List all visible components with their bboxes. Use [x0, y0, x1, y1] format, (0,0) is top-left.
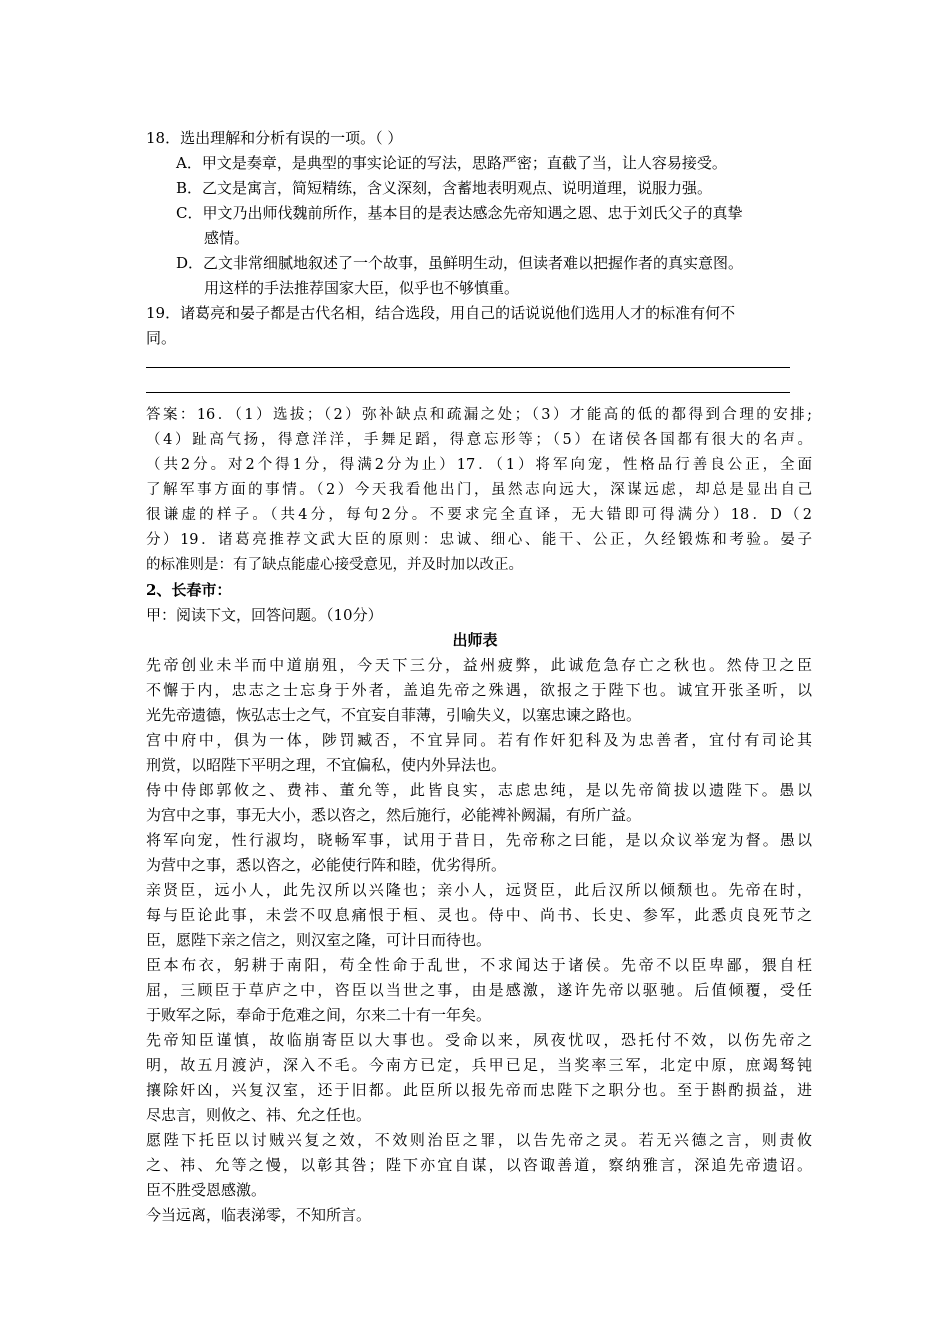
answer-line-text: （共2分。对2个得1分，得满2分为止）17．（1）将军向宠，性格品行善良公正，全面 — [146, 457, 812, 473]
passage-line: 臣，愿陛下亲之信之，则汉室之隆，可计日而待也。 — [146, 931, 492, 949]
answer-line-text: 了解军事方面的事情。（2）今天我看他出门，虽然志向远大，深谋远虑，却总是显出自己 — [146, 482, 812, 498]
passage-line: 攘除奸凶，兴复汉室，还于旧都。此臣所以报先帝而忠陛下之职分也。至于斟酌损益，进 — [146, 1081, 812, 1099]
question-18-option-c-cont: 感情。 — [204, 229, 250, 247]
passage-line: 为宫中之事，事无大小，悉以咨之，然后施行，必能裨补阙漏，有所广益。 — [146, 806, 642, 824]
answer-line-text: 分）19．诸葛亮推荐文武大臣的原则：忠诚、细心、能干、公正，久经锻炼和考验。晏子 — [146, 532, 812, 548]
question-18-option-c: C．甲文乃出师伐魏前所作，基本目的是表达感念先帝知遇之恩、忠于刘氏父子的真挚 — [176, 204, 743, 222]
passage-line: 之、祎、允等之慢，以彰其咎；陛下亦宜自谋，以咨诹善道，察纳雅言，深追先帝遗诏。 — [146, 1156, 812, 1174]
passage-line: 愿陛下托臣以讨贼兴复之效，不效则治臣之罪，以告先帝之灵。若无兴德之言，则责攸 — [146, 1131, 812, 1149]
passage-line: 将军向宠，性行淑均，晓畅军事，试用于昔日，先帝称之曰能，是以众议举宠为督。愚以 — [146, 831, 812, 849]
question-18-stem: 18．选出理解和分析有误的一项。（ ） — [146, 129, 403, 147]
answer-line-text: 答案：16．（1）选拔；（2）弥补缺点和疏漏之处；（3）才能高的低的都得到合理的安排; — [146, 407, 812, 423]
passage-line: 明，故五月渡泸，深入不毛。今南方已定，兵甲已足，当奖率三军，北定中原，庶竭驽钝 — [146, 1056, 812, 1074]
answer-line-text: （4）趾高气扬，得意洋洋，手舞足蹈，得意忘形等；（5）在诸侯各国都有很大的名声。 — [146, 432, 812, 448]
answer-line-text: 的标准则是：有了缺点能虚心接受意见，并及时加以改正。 — [146, 557, 523, 573]
passage-line: 侍中侍郎郭攸之、费祎、董允等，此皆良实，志虑忠纯，是以先帝简拔以遗陛下。愚以 — [146, 781, 812, 799]
passage-line: 今当远离，临表涕零，不知所言。 — [146, 1206, 372, 1224]
answer-line — [146, 392, 790, 393]
passage-line: 亲贤臣，远小人，此先汉所以兴隆也；亲小人，远贤臣，此后汉所以倾颓也。先帝在时， — [146, 881, 812, 899]
section-heading: 2、长春市： — [146, 581, 232, 599]
passage-line: 每与臣论此事，未尝不叹息痛恨于桓、灵也。侍中、尚书、长史、参军，此悉贞良死节之 — [146, 906, 812, 924]
question-18-option-a: A．甲文是奏章，是典型的事实论证的写法，思路严密；直截了当，让人容易接受。 — [176, 154, 727, 172]
passage-line: 先帝知臣谨慎，故临崩寄臣以大事也。受命以来，夙夜忧叹，恐托付不效，以伤先帝之 — [146, 1031, 812, 1049]
passage-line: 屈，三顾臣于草庐之中，咨臣以当世之事，由是感激，遂许先帝以驱驰。后值倾覆，受任 — [146, 981, 812, 999]
passage-line: 尽忠言，则攸之、祎、允之任也。 — [146, 1106, 372, 1124]
answer-line — [146, 367, 790, 368]
passage-line: 光先帝遗德，恢弘志士之气，不宜妄自菲薄，引喻失义，以塞忠谏之路也。 — [146, 706, 642, 724]
question-18-option-b: B．乙文是寓言，简短精练，含义深刻，含蓄地表明观点、说明道理，说服力强。 — [176, 179, 713, 197]
passage-line: 先帝创业未半而中道崩殂，今天下三分，益州疲弊，此诚危急存亡之秋也。然侍卫之臣 — [146, 656, 812, 674]
question-19-stem: 19．诸葛亮和晏子都是古代名相，结合选段，用自己的话说说他们选用人才的标准有何不 — [146, 304, 736, 322]
passage-line: 不懈于内，忠志之士忘身于外者，盖追先帝之殊遇，欲报之于陛下也。诚宜开张圣听，以 — [146, 681, 812, 699]
passage-line: 宫中府中，俱为一体，陟罚臧否，不宜异同。若有作奸犯科及为忠善者，宜付有司论其 — [146, 731, 812, 749]
question-18-option-d-cont: 用这样的手法推荐国家大臣，似乎也不够慎重。 — [204, 279, 520, 297]
answer-line-text: 很谦虚的样子。（共4分，每句2分。不要求完全直译，无大错即可得满分）18．D（2 — [146, 507, 812, 523]
question-19-stem-cont: 同。 — [146, 329, 177, 347]
passage-line: 臣不胜受恩感激。 — [146, 1181, 267, 1199]
passage-line: 臣本布衣，躬耕于南阳，苟全性命于乱世，不求闻达于诸侯。先帝不以臣卑鄙，猥自枉 — [146, 956, 812, 974]
question-18-option-d: D．乙文非常细腻地叙述了一个故事，虽鲜明生动，但读者难以把握作者的真实意图。 — [176, 254, 744, 272]
passage-title: 出师表 — [452, 631, 498, 649]
section-instruction: 甲：阅读下文，回答问题。（10分） — [146, 606, 383, 624]
passage-line: 刑赏，以昭陛下平明之理，不宜偏私，使内外异法也。 — [146, 756, 507, 774]
passage-line: 为营中之事，悉以咨之，必能使行阵和睦，优劣得所。 — [146, 856, 507, 874]
passage-line: 于败军之际，奉命于危难之间，尔来二十有一年矣。 — [146, 1006, 492, 1024]
